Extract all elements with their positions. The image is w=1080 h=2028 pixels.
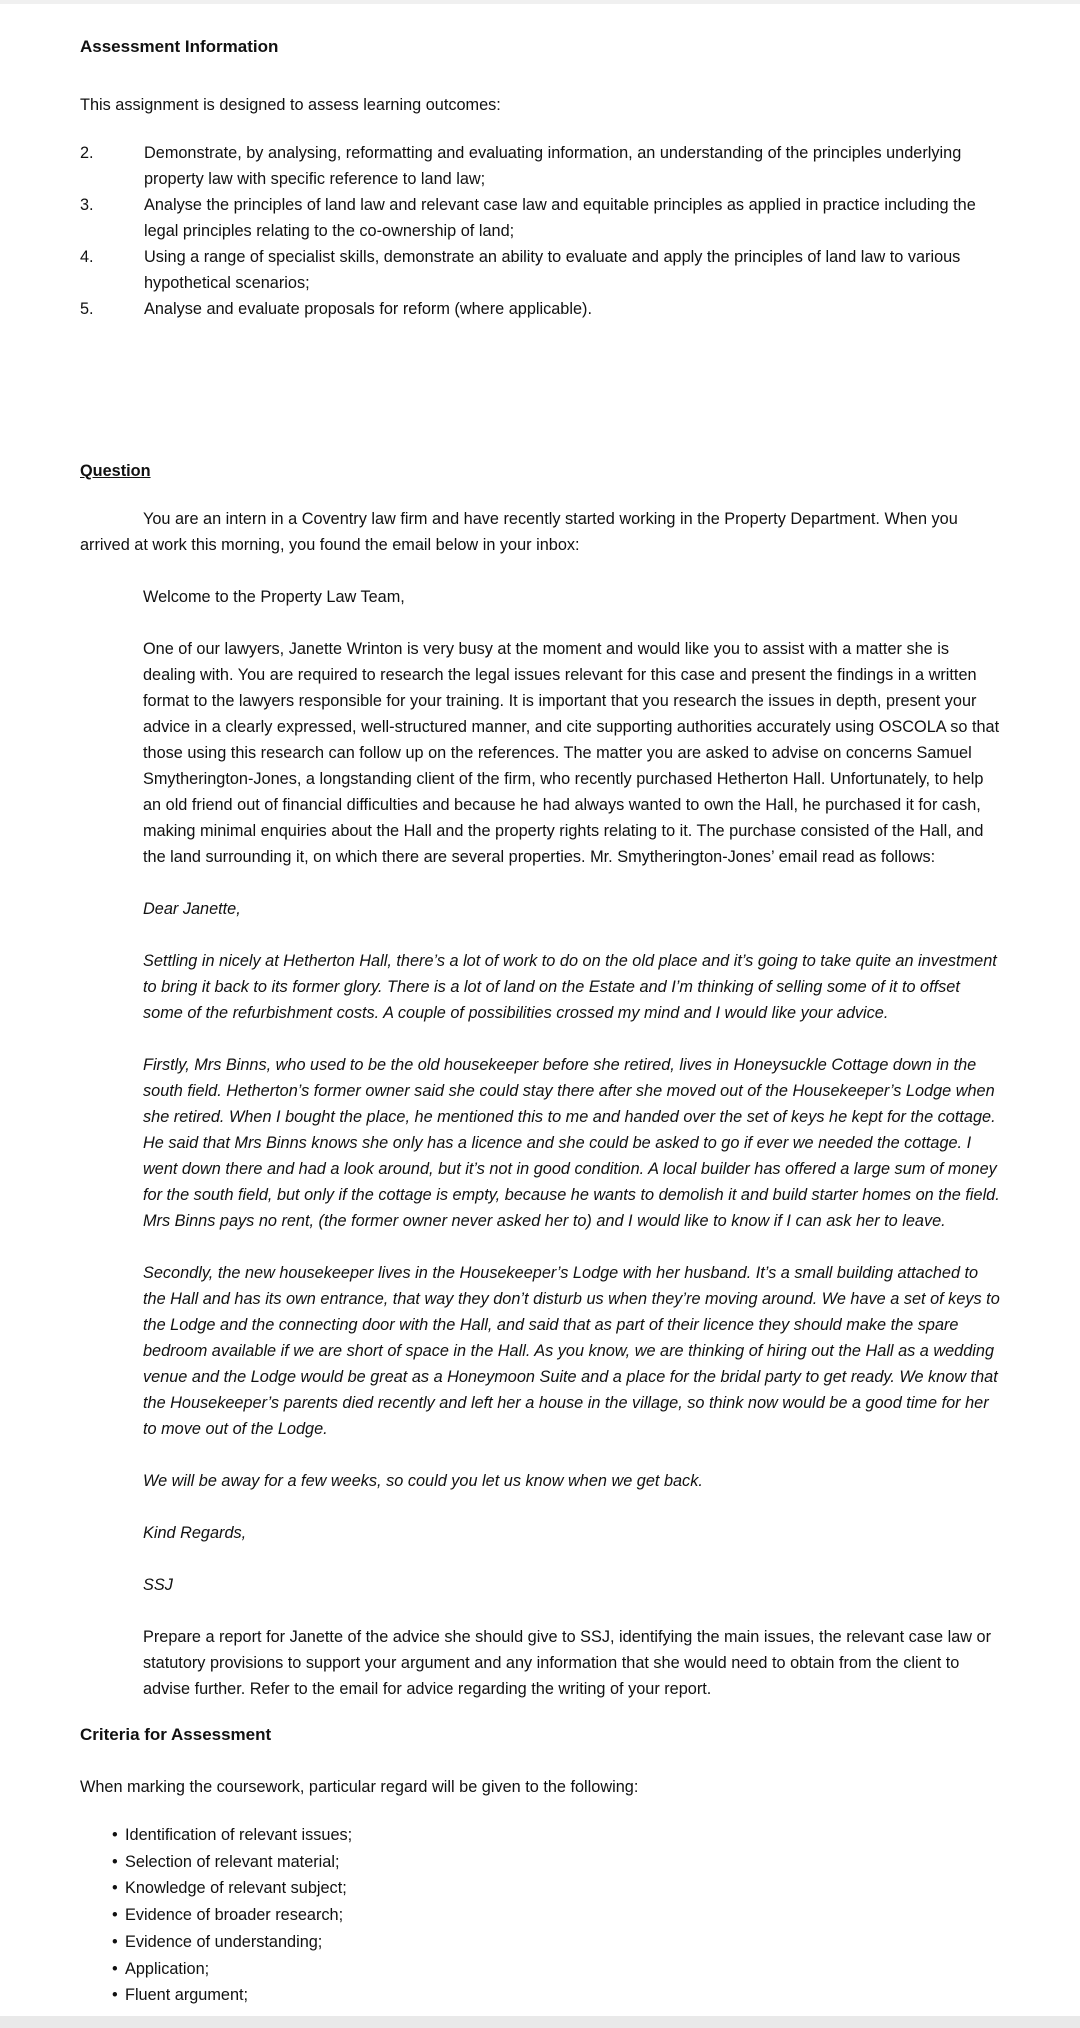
task-instructions: Prepare a report for Janette of the advice she should give to SSJ, identifying the main issues, the relevant case law or statutory provisions to support your argument and any information that she would need to obtain from the client to advise further. Refer to the email for advice regarding the writing of your report.: [143, 1628, 992, 1698]
client-email-paragraph-2: Firstly, Mrs Binns, who used to be the old housekeeper before she retired, lives in Honeysuckle Cottage down in the south field. Hetherton’s former owner said she could stay there after she moved out of the Housekeeper’s Lodge when she retired. When I bought the place, he mentioned this to me and handed over the set of keys he kept for the cottage. He said that Mrs Binns knows she only has a licence and she could be asked to go if ever we needed the cottage. I went down there and had a look around, but it’s not in good condition. A local builder has offered a large sum of money for the south field, but only if the cottage is empty, because he wants to demolish it and build starter homes on the field. Mrs Binns pays no rent, (the former owner never asked her to) and I would like to know if I can ask her to leave.: [143, 1056, 1000, 1230]
criteria-item: [112, 1982, 1000, 2009]
client-email-paragraph-1: Settling in nicely at Hetherton Hall, there’s a lot of work to do on the old place and it’s going to take quite an investment to bring it back to its former glory. There is a lot of land on the Estate and I’m thinking of selling some of it to offset some of the refurbishment costs. A couple of possibilities crossed my mind and I would like your advice.: [143, 952, 997, 1022]
criteria-list: [80, 1822, 1000, 2009]
learning-outcome: [80, 192, 1000, 244]
outcome-text: Demonstrate, by analysing, reformatting and evaluating information, an understanding of the principles underlying property law with specific reference to land law;: [144, 144, 962, 188]
criteria-item: [112, 1956, 1000, 1983]
outcome-number: 5.: [80, 300, 94, 318]
document-page: [0, 4, 1080, 2016]
email-body: One of our lawyers, Janette Wrinton is very busy at the moment and would like you to assist with a matter she is dealing with. You are required to research the legal issues relevant for this case and present the findings in a written format to the lawyers responsible for your training. It is important that you research the issues in depth, present your advice in a clearly expressed, well-structured manner, and cite supporting authorities accurately using OSCOLA so that those using this research can follow up on the references. The matter you are asked to advise on concerns Samuel Smytherington-Jones, a longstanding client of the firm, who recently purchased Hetherton Hall. Unfortunately, to help an old friend out of financial difficulties and because he had always wanted to own the Hall, he purchased it for cash, making minimal enquiries about the Hall and the property rights relating to it. The purchase consisted of the Hall, and the land surrounding it, on which there are several properties. Mr. Smytherington-Jones’ email read as follows:: [143, 640, 1000, 866]
client-email-signature: SSJ: [143, 1576, 173, 1594]
criteria-intro: When marking the coursework, particular regard will be given to the following:: [80, 1778, 639, 1796]
client-email-paragraph-4: We will be away for a few weeks, so could you let us know when we get back.: [143, 1472, 703, 1490]
bullet-icon: •: [112, 1959, 118, 1978]
client-email-salutation: Dear Janette,: [143, 900, 241, 918]
criteria-item-text: Application;: [125, 1959, 210, 1978]
bullet-icon: •: [112, 1932, 118, 1951]
criteria-item-text: Evidence of understanding;: [125, 1932, 323, 1951]
learning-outcomes-list: [80, 140, 1000, 322]
bullet-icon: •: [112, 1906, 118, 1925]
question-heading: Question: [80, 462, 151, 480]
criteria-item-text: Knowledge of relevant subject;: [125, 1879, 347, 1898]
outcome-text: Analyse and evaluate proposals for reform (where applicable).: [144, 300, 592, 318]
criteria-heading: Criteria for Assessment: [80, 1725, 272, 1744]
criteria-item: [112, 1929, 1000, 1956]
criteria-item: [112, 1902, 1000, 1929]
learning-outcome: [80, 296, 1000, 322]
outcome-number: 4.: [80, 248, 94, 266]
document-content: [80, 34, 1000, 2009]
bullet-icon: •: [112, 1826, 118, 1844]
outcome-number: 3.: [80, 196, 94, 214]
assessment-intro: This assignment is designed to assess learning outcomes:: [80, 96, 501, 114]
spacer: [80, 322, 1000, 458]
outcome-number: 2.: [80, 144, 94, 162]
outcome-text: Analyse the principles of land law and relevant case law and equitable principles as applied in practice including the legal principles relating to the co-ownership of land;: [144, 196, 976, 240]
welcome-line: Welcome to the Property Law Team,: [143, 588, 405, 606]
criteria-item-text: Identification of relevant issues;: [125, 1826, 353, 1844]
criteria-item: [112, 1849, 1000, 1876]
criteria-item-text: Evidence of broader research;: [125, 1906, 344, 1925]
bullet-icon: •: [112, 1879, 118, 1898]
client-email-signoff: Kind Regards,: [143, 1524, 247, 1542]
client-email-paragraph-3: Secondly, the new housekeeper lives in the Housekeeper’s Lodge with her husband. It’s a small building attached to the Hall and has its own entrance, that way they don’t disturb us when they’re moving around. We have a set of keys to the Lodge and the connecting door with the Hall, and said that as part of their licence they should make the spare bedroom available if we are short of space in the Hall. As you know, we are thinking of hiring out the Hall as a wedding venue and the Lodge would be great as a Honeymoon Suite and a place for the bridal party to get ready. We know that the Housekeeper’s parents died recently and left her a house in the village, so think now would be a good time for her to move out of the Lodge.: [143, 1264, 1000, 1438]
question-intro: You are an intern in a Coventry law firm and have recently started working in the Property Department. When you arrived at work this morning, you found the email below in your inbox:: [80, 510, 958, 554]
criteria-item-text: Selection of relevant material;: [125, 1852, 340, 1871]
viewer-bottom-edge: [0, 2016, 1080, 2028]
bullet-icon: •: [112, 1986, 118, 2005]
bullet-icon: •: [112, 1852, 118, 1871]
criteria-item: [112, 1875, 1000, 1902]
learning-outcome: [80, 140, 1000, 192]
learning-outcome: [80, 244, 1000, 296]
assessment-heading: Assessment Information: [80, 37, 279, 56]
outcome-text: Using a range of specialist skills, demonstrate an ability to evaluate and apply the principles of land law to various hypothetical scenarios;: [144, 248, 961, 292]
criteria-item: [112, 1822, 1000, 1849]
criteria-item-text: Fluent argument;: [125, 1986, 249, 2005]
